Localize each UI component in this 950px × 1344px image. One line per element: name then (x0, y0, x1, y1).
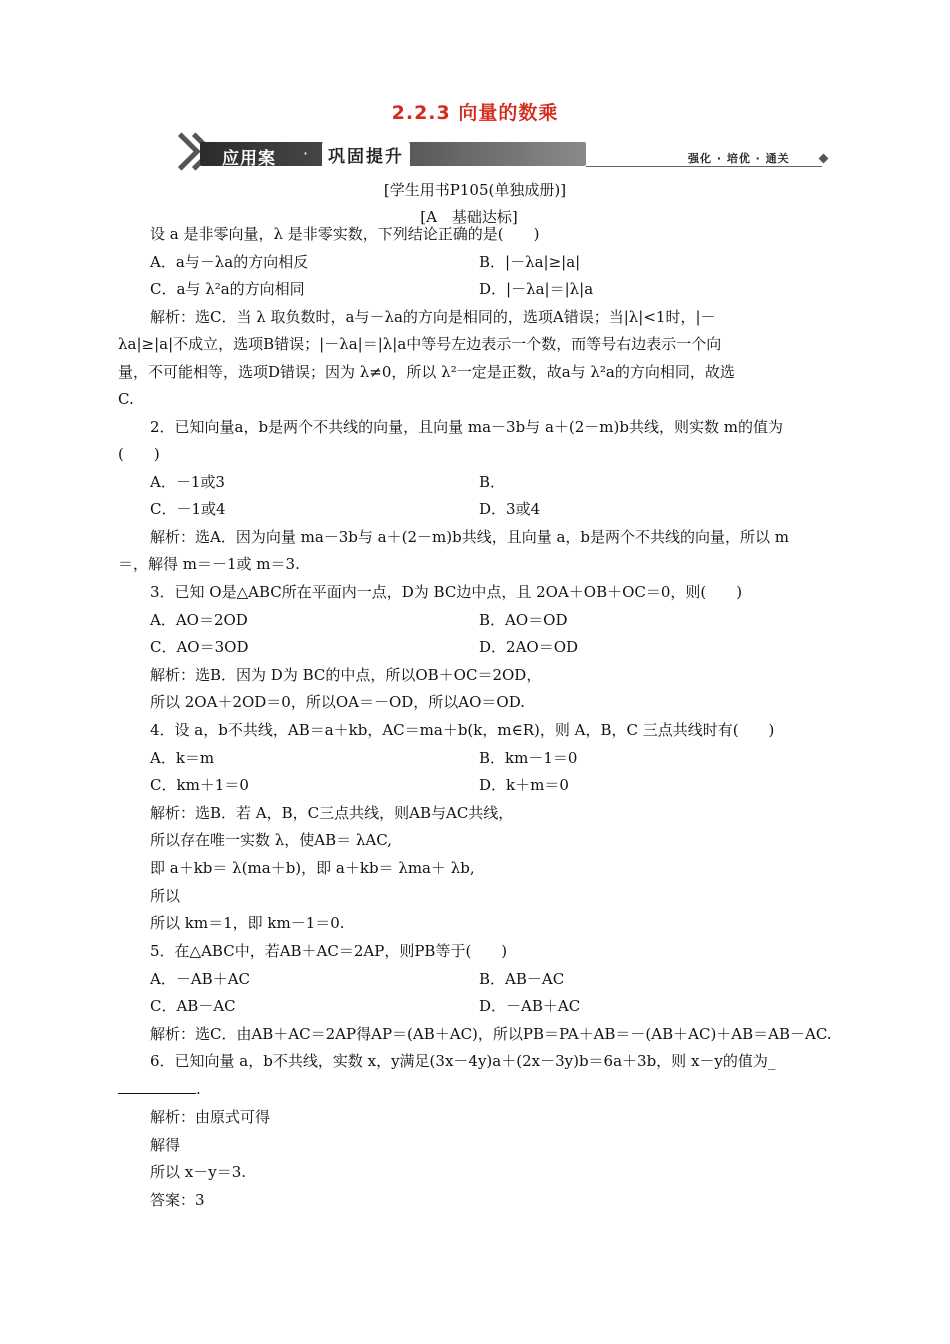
text-line: C. (118, 390, 134, 408)
text-line: λa|≥|a|不成立，选项B错误；|－λa|＝|λ|a中等号左边表示一个数，而等号右边表示一个向 (118, 335, 722, 353)
text-line: 所以 2OA＋2OD＝0，所以OA＝－OD，所以AO＝OD. (150, 693, 525, 711)
diamond-icon (819, 154, 829, 164)
text-line: A．－1或3 (150, 473, 225, 491)
banner-dot: · (303, 144, 309, 163)
text-line: C．AB－AC (150, 997, 236, 1015)
text-line: 所以 (150, 887, 181, 905)
text-line: A．k＝m (150, 749, 215, 767)
option-right: B．AO＝OD (479, 611, 568, 629)
text-line: 即 a＋kb＝ λ(ma＋b)，即 a＋kb＝ λma＋ λb, (150, 859, 475, 877)
page-title: 2.2.3 向量的数乘 (391, 102, 559, 124)
text-line: ( ) (118, 445, 160, 463)
text-line: 所以 km＝1，即 km－1＝0. (150, 914, 345, 932)
text-line: A．AO＝2OD (150, 611, 248, 629)
option-right: B．km－1＝0 (479, 749, 578, 767)
blank-period: . (196, 1080, 201, 1098)
answer-blank (118, 1079, 196, 1094)
text-line: C．a与 λ²a的方向相同 (150, 280, 305, 298)
text-line (118, 1079, 201, 1099)
text-line: 解析：选C．当 λ 取负数时，a与－λa的方向是相同的，选项A错误；当|λ|<1时，|－ (150, 308, 716, 326)
text-line: 答案：3 (150, 1191, 205, 1209)
text-line: 2．已知向量a，b是两个不共线的向量，且向量 ma－3b与 a＋(2－m)b共线，则实数 m的值为 (150, 418, 783, 436)
text-line: 解析：选A．因为向量 ma－3b与 a＋(2－m)b共线，且向量 a，b是两个不共线的向量，所以 m (150, 528, 790, 546)
option-right: B．AB－AC (479, 970, 565, 988)
text-line: 4．设 a，b不共线，AB＝a＋kb，AC＝ma＋b(k，m∈R)，则 A，B，C 三点共线时有( ) (150, 721, 775, 739)
text-line: ＝，解得 m＝－1或 m＝3. (118, 555, 300, 573)
text-line: 设 a 是非零向量，λ 是非零实数，下列结论正确的是( ) (150, 225, 540, 243)
text-line: 3．已知 O是△ABC所在平面内一点，D为 BC边中点，且 2OA＋OB＋OC＝0，则( ) (150, 583, 743, 601)
text-line: 解析：选B．若 A，B，C三点共线，则AB与AC共线， (150, 804, 514, 822)
option-right: D．－AB＋AC (479, 997, 581, 1015)
text-line: 解析：由原式可得 (150, 1108, 271, 1126)
option-right: D．|－λa|＝|λ|a (479, 280, 594, 298)
text-line: 6．已知向量 a，b不共线，实数 x，y满足(3x－4y)a＋(2x－3y)b＝6a＋3b，则 x－y的值为_ (150, 1052, 776, 1070)
text-line: C．km＋1＝0 (150, 776, 249, 794)
option-right: B．|－λa|≥|a| (479, 253, 581, 271)
option-right: D．k＋m＝0 (479, 776, 569, 794)
text-line: 量，不可能相等，选项D错误；因为 λ≠0，所以 λ²一定是正数，故a与 λ²a的方向相同，故选 (118, 363, 735, 381)
text-line: 5．在△ABC中，若AB＋AC＝2AP，则PB等于( ) (150, 942, 508, 960)
text-line: C．－1或4 (150, 500, 226, 518)
section-heading: [A 基础达标] (420, 208, 518, 226)
text-line: C．AO＝3OD (150, 638, 249, 656)
banner-label-application: 应用案 (222, 149, 276, 169)
text-line: 所以存在唯一实数 λ，使AB＝ λAC, (150, 831, 392, 849)
divider (586, 166, 822, 167)
book-reference: [学生用书P105(单独成册)] (383, 181, 567, 199)
text-line: A．－AB＋AC (150, 970, 250, 988)
option-right: D．3或4 (479, 500, 541, 518)
text-line: 所以 x－y＝3. (150, 1163, 247, 1181)
text-line: 解得 (150, 1136, 181, 1154)
banner-tagline: 强化 · 培优 · 通关 (688, 152, 790, 165)
text-line: 解析：选B．因为 D为 BC的中点，所以OB＋OC＝2OD， (150, 666, 542, 684)
text-line: A．a与－λa的方向相反 (150, 253, 309, 271)
section-banner (156, 136, 836, 172)
text-line: 解析：选C．由AB＋AC＝2AP得AP＝(AB＋AC)，所以PB＝PA＋AB＝－(AB＋AC)＋AB＝AB－AC. (150, 1025, 832, 1043)
banner-label-consolidate: 巩固提升 (322, 141, 410, 168)
option-right: D．2AO＝OD (479, 638, 579, 656)
option-right: B． (479, 473, 506, 491)
